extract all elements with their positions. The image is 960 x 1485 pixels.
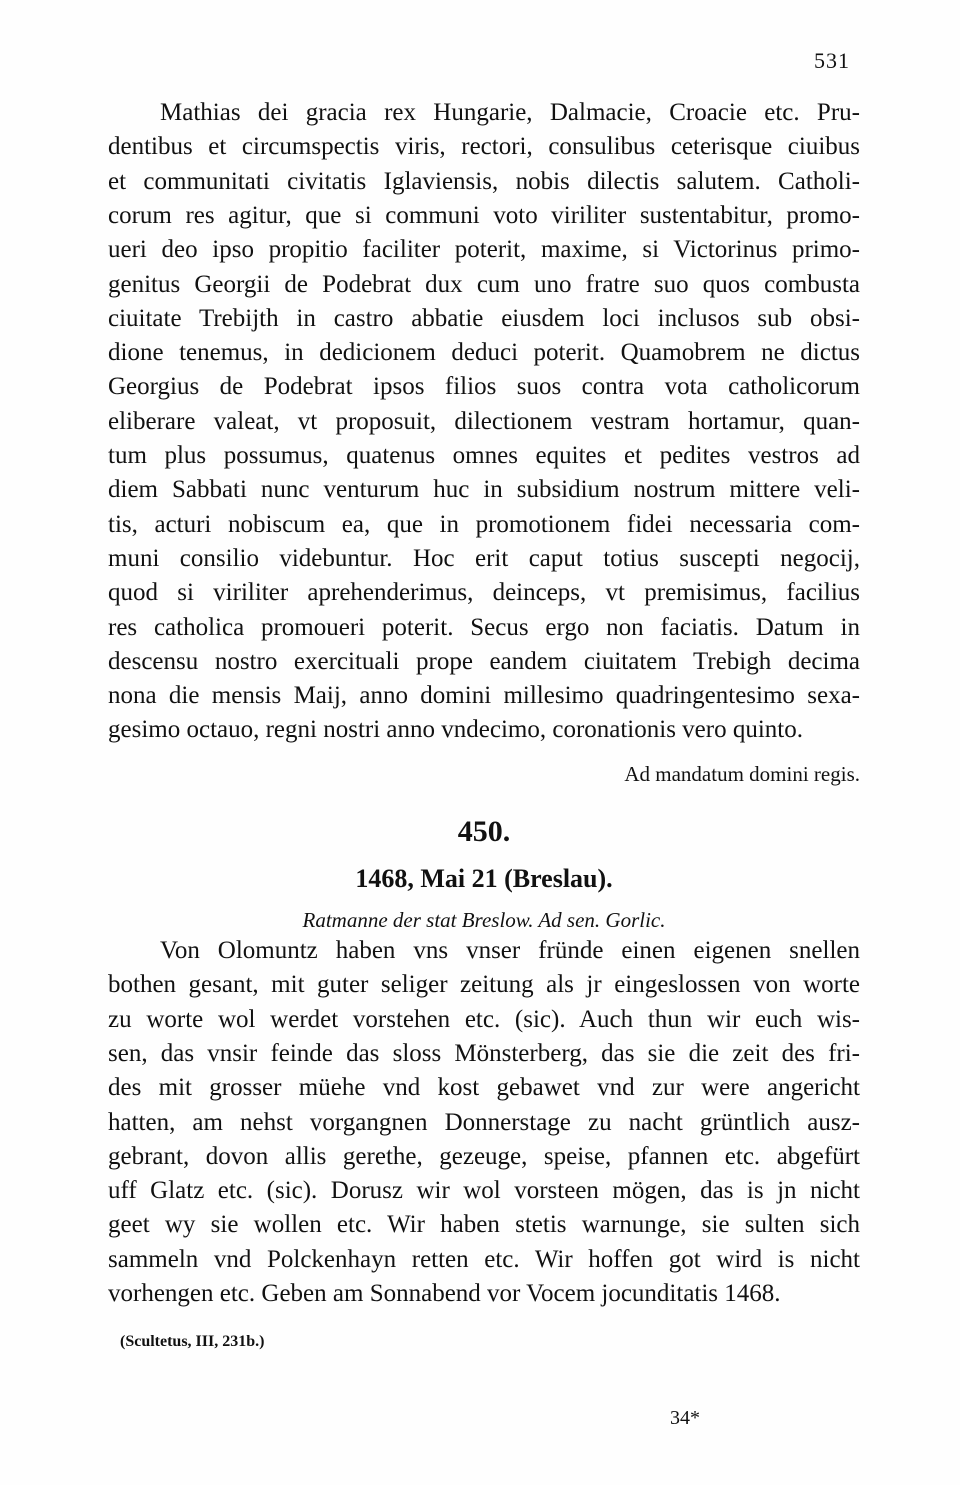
text-line: dentibus et circumspectis viris, rectori, consulibus ceterisque ciuibus	[108, 133, 860, 161]
text-line: zu worte wol werdet vorstehen etc. (sic). Auch thun wir euch wis-	[108, 1005, 860, 1033]
text-line: et communitati civitatis Iglaviensis, nobis dilectis salutem. Catholi-	[108, 167, 860, 195]
letter-closing: Ad mandatum domini regis.	[624, 762, 860, 786]
text-line: ueri deo ipso propitio faciliter poterit, maxime, si Victorinus primo-	[108, 236, 860, 264]
text-line: descensu nostro exercituali prope eandem ciuitatem Trebigh decima	[108, 647, 860, 675]
document-address: Ratmanne der stat Breslow. Ad sen. Gorlic.	[302, 908, 666, 932]
text-line: tis, acturi nobiscum ea, que in promotionem fidei necessaria com-	[108, 510, 860, 538]
text-line: uff Glatz etc. (sic). Dorusz wir wol vorsteen mögen, das is jn nicht	[108, 1177, 860, 1205]
text-line: res catholica promoueri poterit. Secus ergo non faciatis. Datum in	[108, 613, 860, 641]
text-line: genitus Georgii de Podebrat dux cum uno fratre suo quos combusta	[108, 270, 860, 298]
text-line: corum res agitur, que si communi voto viriliter sustentabitur, promo-	[108, 201, 860, 229]
text-line: bothen gesant, mit guter seliger zeitung als jr eingeslossen von worte	[108, 971, 860, 999]
text-line: gebrant, dovon allis gerethe, gezeuge, speise, pfannen etc. abgefürt	[108, 1142, 860, 1170]
page-number: 531	[814, 48, 850, 73]
text-line: Von Olomuntz haben vns vnser fründe einen eigenen snellen	[160, 937, 860, 964]
source-citation: (Scultetus, III, 231b.)	[120, 1333, 265, 1350]
text-line: ciuitate Trebijth in castro abbatie eiusdem loci inclusos sub obsi-	[108, 304, 860, 332]
text-line: muni consilio videbuntur. Hoc erit caput totius suscepti negocij,	[108, 544, 860, 572]
signature-mark: 34*	[670, 1407, 700, 1429]
text-line: dione tenemus, in dedicionem deduci poterit. Quamobrem ne dictus	[108, 339, 860, 367]
document-number: 450.	[457, 815, 511, 848]
text-line: diem Sabbati nunc venturum huc in subsidium nostrum mittere veli-	[108, 476, 860, 504]
text-line: nona die mensis Maij, anno domini millesimo quadringentesimo sexa-	[108, 682, 860, 710]
text-line: Georgius de Podebrat ipsos filios suos contra vota catholicorum	[108, 373, 860, 401]
text-line: sammeln vnd Polckenhayn retten etc. Wir hoffen got wird is nicht	[108, 1245, 860, 1273]
text-line: des mit grosser müehe vnd kost gebawet vnd zur were angericht	[108, 1074, 860, 1102]
text-line: sen, das vnsir feinde das sloss Mönsterberg, das sie die zeit des fri-	[108, 1039, 860, 1067]
text-line: vorhengen etc. Geben am Sonnabend vor Vocem jocunditatis 1468.	[108, 1280, 781, 1307]
text-line: hatten, am nehst vorgangnen Donnerstage zu nacht grüntlich ausz-	[108, 1108, 860, 1136]
text-line: geet wy sie wollen etc. Wir haben stetis warnunge, sie sulten sich	[108, 1211, 860, 1239]
text-line: quod si viriliter aprehenderimus, deinceps, vt premisimus, facilius	[108, 579, 860, 607]
text-line: eliberare valeat, vt proposuit, dilectionem vestram hortamur, quan-	[108, 407, 860, 435]
text-line: Mathias dei gracia rex Hungarie, Dalmacie, Croacie etc. Pru-	[160, 99, 860, 126]
text-line: gesimo octauo, regni nostri anno vndecimo, coronationis vero quinto.	[108, 716, 803, 744]
text-line: tum plus possumus, quatenus omnes equites et pedites vestros ad	[108, 442, 860, 469]
document-date-place: 1468, Mai 21 (Breslau).	[355, 864, 613, 893]
